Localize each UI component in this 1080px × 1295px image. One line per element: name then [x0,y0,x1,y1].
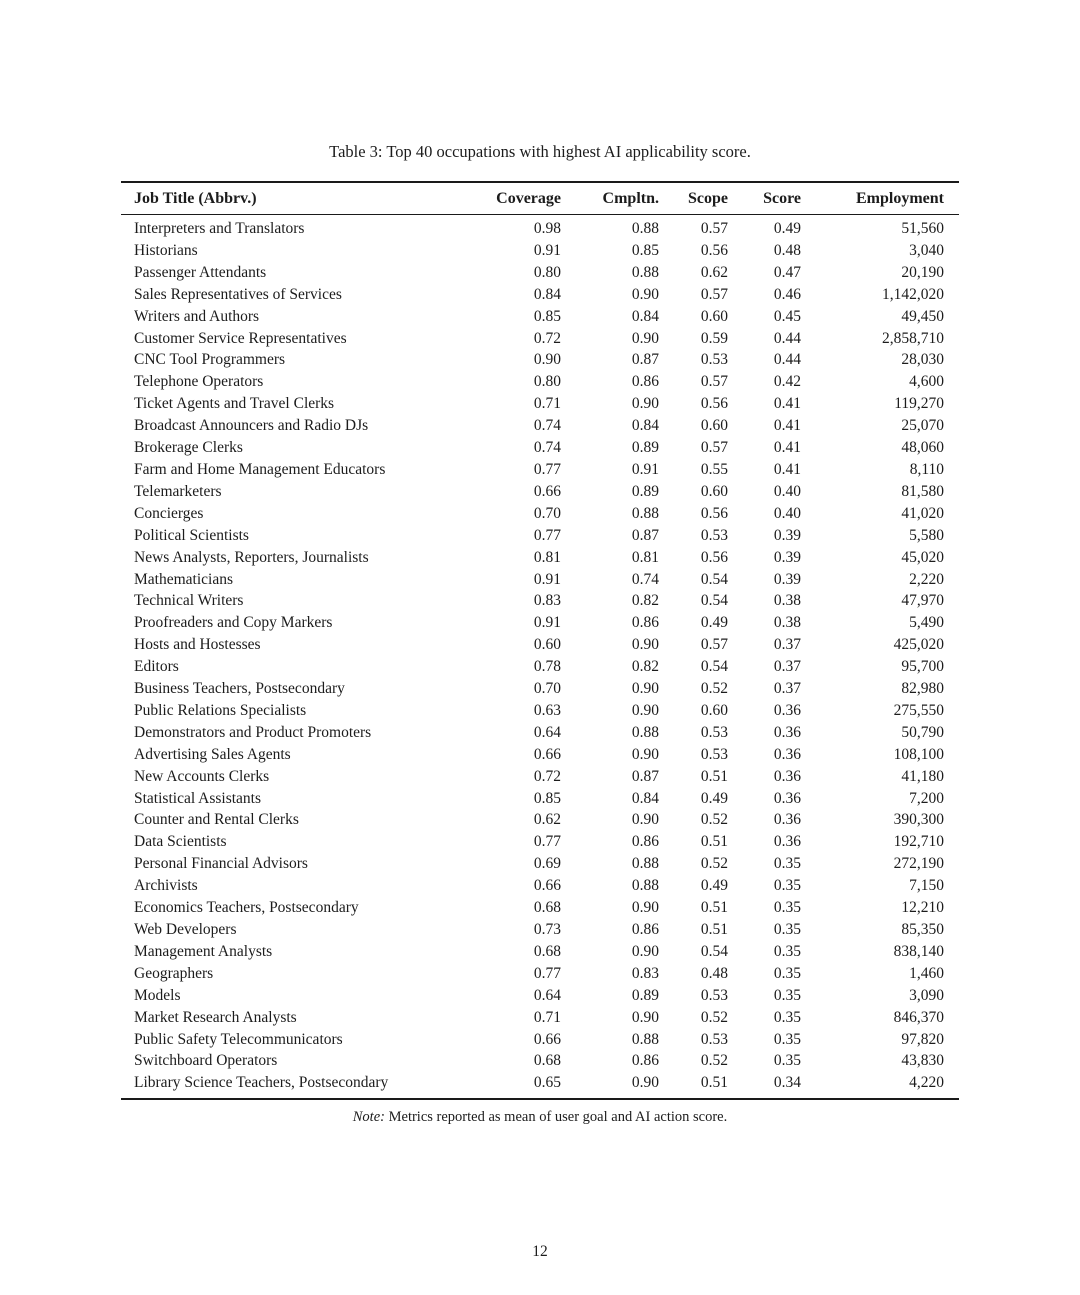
value-cell: 20,190 [901,263,944,281]
table-row [121,503,959,525]
value-cell: 0.57 [700,439,728,457]
value-cell: 0.54 [700,942,728,960]
value-cell: 47,970 [901,592,944,610]
value-cell: 0.36 [773,745,801,763]
value-cell: 0.36 [773,789,801,807]
value-cell: 0.90 [631,636,659,654]
value-cell: 275,550 [893,701,944,719]
value-cell: 0.74 [533,439,561,457]
value-cell: 0.48 [700,964,728,982]
value-cell: 0.45 [773,307,801,325]
page-number: 12 [532,1243,548,1260]
value-cell: 0.38 [773,592,801,610]
value-cell: 0.84 [533,285,561,303]
value-cell: 0.64 [533,986,561,1004]
value-cell: 50,790 [901,723,944,741]
table-row [121,744,959,766]
value-cell: 0.60 [700,482,728,500]
value-cell: 0.35 [773,942,801,960]
value-cell: 0.90 [631,701,659,719]
value-cell: 0.57 [700,285,728,303]
value-cell: 0.90 [533,351,561,369]
job-title-cell: New Accounts Clerks [134,767,270,785]
value-cell: 41,020 [901,504,944,522]
table-row [121,437,959,459]
job-title-cell: Ticket Agents and Travel Clerks [134,395,335,413]
job-title-cell: Writers and Authors [134,307,260,325]
value-cell: 0.84 [631,307,659,325]
value-cell: 0.78 [533,658,561,676]
value-cell: 82,980 [901,680,944,698]
value-cell: 0.88 [631,855,659,873]
value-cell: 0.81 [533,548,561,566]
table-caption: Table 3: Top 40 occupations with highest AI applicability score. [329,142,751,161]
value-cell: 0.90 [631,285,659,303]
value-cell: 0.53 [700,351,728,369]
value-cell: 0.63 [533,701,561,719]
value-cell: 0.70 [533,680,561,698]
value-cell: 0.74 [631,570,659,588]
value-cell: 0.60 [700,701,728,719]
value-cell: 85,350 [901,921,944,938]
value-cell: 838,140 [893,942,944,960]
value-cell: 0.74 [533,417,561,435]
job-title-cell: Technical Writers [134,592,244,610]
job-title-cell: Economics Teachers, Postsecondary [134,899,359,917]
value-cell: 0.86 [631,1052,659,1070]
value-cell: 425,020 [893,636,944,654]
value-cell: 49,450 [901,307,944,325]
value-cell: 81,580 [901,482,944,500]
value-cell: 43,830 [901,1052,944,1070]
job-title-cell: Farm and Home Management Educators [134,460,386,478]
value-cell: 3,090 [909,986,944,1004]
value-cell: 95,700 [901,658,944,676]
value-cell: 0.90 [631,745,659,763]
table-row [121,612,959,634]
table-row [121,722,959,744]
job-title-cell: Archivists [134,877,198,895]
table-header [121,182,959,215]
value-cell: 0.35 [773,1008,801,1026]
value-cell: 0.37 [773,636,801,654]
value-cell: 0.36 [773,723,801,741]
value-cell: 0.91 [533,241,561,259]
value-cell: 0.84 [631,417,659,435]
table-row [121,1072,959,1099]
value-cell: 0.60 [700,417,728,435]
value-cell: 0.56 [700,504,728,522]
table-row [121,284,959,306]
value-cell: 0.36 [773,833,801,851]
value-cell: 1,460 [909,964,944,982]
value-cell: 5,580 [909,526,944,544]
value-cell: 4,220 [909,1074,944,1092]
value-cell: 0.36 [773,701,801,719]
value-cell: 0.53 [700,986,728,1004]
value-cell: 0.51 [700,899,728,917]
value-cell: 0.54 [700,658,728,676]
value-cell: 0.54 [700,592,728,610]
table-row [121,853,959,875]
table-row [121,306,959,328]
value-cell: 0.66 [533,482,561,500]
value-cell: 0.77 [533,460,561,478]
value-cell: 0.90 [631,942,659,960]
value-cell: 0.72 [533,329,561,347]
value-cell: 0.65 [533,1074,561,1092]
value-cell: 0.38 [773,614,801,632]
column-header: Scope [688,190,728,207]
value-cell: 0.56 [700,395,728,413]
value-cell: 0.46 [773,285,801,303]
value-cell: 0.53 [700,723,728,741]
value-cell: 0.86 [631,614,659,632]
table-row [121,788,959,810]
value-cell: 0.86 [631,833,659,851]
job-title-cell: Public Safety Telecommunicators [134,1030,343,1048]
value-cell: 0.88 [631,263,659,281]
value-cell: 7,200 [909,789,944,807]
value-cell: 0.39 [773,526,801,544]
job-title-cell: Brokerage Clerks [134,439,243,457]
value-cell: 0.91 [631,460,659,478]
value-cell: 0.90 [631,1008,659,1026]
value-cell: 0.62 [700,263,728,281]
job-title-cell: Passenger Attendants [134,263,267,281]
value-cell: 0.70 [533,504,561,522]
value-cell: 0.36 [773,767,801,785]
table-row [121,1050,959,1072]
job-title-cell: Web Developers [134,921,237,938]
value-cell: 0.71 [533,395,561,413]
value-cell: 0.73 [533,921,561,938]
value-cell: 41,180 [901,767,944,785]
column-header: Score [763,190,801,207]
value-cell: 0.52 [700,855,728,873]
value-cell: 2,220 [909,570,944,588]
table-row [121,525,959,547]
table-note [121,1109,959,1126]
value-cell: 119,270 [894,395,944,413]
value-cell: 0.66 [533,1030,561,1048]
value-cell: 0.68 [533,899,561,917]
value-cell: 0.35 [773,921,801,938]
value-cell: 0.56 [700,548,728,566]
job-title-cell: Historians [134,241,198,259]
job-title-cell: Telemarketers [134,482,222,500]
value-cell: 0.44 [773,329,801,347]
value-cell: 0.91 [533,570,561,588]
job-title-cell: Concierges [134,504,204,522]
table-row [121,547,959,569]
value-cell: 0.80 [533,373,561,391]
value-cell: 0.35 [773,986,801,1004]
job-title-cell: Statistical Assistants [134,789,262,807]
value-cell: 0.98 [533,220,561,237]
value-cell: 0.91 [533,614,561,632]
value-cell: 0.41 [773,395,801,413]
column-header: Coverage [496,190,561,207]
value-cell: 0.85 [631,241,659,259]
value-cell: 0.37 [773,658,801,676]
job-title-cell: Data Scientists [134,833,227,851]
value-cell: 12,210 [901,899,944,917]
value-cell: 0.83 [533,592,561,610]
job-title-cell: Models [134,986,181,1004]
value-cell: 0.55 [700,460,728,478]
value-cell: 0.89 [631,482,659,500]
value-cell: 846,370 [893,1008,944,1026]
value-cell: 0.85 [533,307,561,325]
value-cell: 0.66 [533,745,561,763]
value-cell: 5,490 [909,614,944,632]
value-cell: 0.80 [533,263,561,281]
column-header: Cmpltn. [602,190,659,207]
value-cell: 0.88 [631,220,659,237]
value-cell: 8,110 [909,460,944,478]
value-cell: 0.41 [773,460,801,478]
value-cell: 0.51 [700,921,728,938]
value-cell: 0.53 [700,1030,728,1048]
table-row [121,371,959,393]
value-cell: 28,030 [901,351,944,369]
value-cell: 0.41 [773,417,801,435]
value-cell: 0.52 [700,811,728,829]
job-title-cell: Sales Representatives of Services [134,285,342,303]
job-title-cell: Telephone Operators [134,373,264,391]
value-cell: 0.88 [631,504,659,522]
value-cell: 0.83 [631,964,659,982]
job-title-cell: Public Relations Specialists [134,701,307,719]
value-cell: 0.88 [631,877,659,895]
value-cell: 272,190 [893,855,944,873]
value-cell: 0.49 [700,789,728,807]
job-title-cell: Market Research Analysts [134,1008,297,1026]
value-cell: 0.51 [700,1074,728,1092]
table-row [121,1029,959,1051]
value-cell: 7,150 [909,877,944,895]
value-cell: 0.71 [533,1008,561,1026]
table-row [121,941,959,963]
value-cell: 0.53 [700,745,728,763]
value-cell: 0.35 [773,855,801,873]
job-title-cell: Mathematicians [134,570,233,588]
value-cell: 0.40 [773,504,801,522]
job-title-cell: Demonstrators and Product Promoters [134,723,372,741]
job-title-cell: Business Teachers, Postsecondary [134,680,345,698]
value-cell: 1,142,020 [882,285,944,303]
value-cell: 0.35 [773,899,801,917]
value-cell: 0.35 [773,1052,801,1070]
value-cell: 0.87 [631,767,659,785]
value-cell: 0.49 [700,877,728,895]
table-row [121,963,959,985]
value-cell: 108,100 [893,745,944,763]
table-row [121,985,959,1007]
value-cell: 0.69 [533,855,561,873]
value-cell: 0.81 [631,548,659,566]
value-cell: 0.90 [631,329,659,347]
value-cell: 0.52 [700,680,728,698]
table-row [121,634,959,656]
value-cell: 2,858,710 [882,329,944,347]
column-header: Job Title (Abbrv.) [134,190,257,207]
table-row [121,897,959,919]
value-cell: 0.90 [631,899,659,917]
value-cell: 0.36 [773,811,801,829]
value-cell: 0.41 [773,439,801,457]
value-cell: 4,600 [909,373,944,391]
value-cell: 97,820 [901,1030,944,1048]
value-cell: 0.57 [700,373,728,391]
occupations-table [121,181,959,1100]
value-cell: 0.90 [631,680,659,698]
value-cell: 0.34 [773,1074,801,1092]
job-title-cell: Personal Financial Advisors [134,855,308,873]
value-cell: 0.90 [631,1074,659,1092]
value-cell: 0.77 [533,833,561,851]
table-row [121,875,959,897]
value-cell: 0.77 [533,964,561,982]
job-title-cell: Customer Service Representatives [134,329,347,347]
value-cell: 0.90 [631,395,659,413]
table-header-row [121,182,959,215]
table-row [121,766,959,788]
job-title-cell: Switchboard Operators [134,1052,278,1070]
value-cell: 0.85 [533,789,561,807]
value-cell: 0.77 [533,526,561,544]
table-row [121,919,959,941]
value-cell: 0.54 [700,570,728,588]
table-row [121,240,959,262]
value-cell: 0.39 [773,570,801,588]
value-cell: 0.62 [533,811,561,829]
value-cell: 0.42 [773,373,801,391]
table-row [121,459,959,481]
value-cell: 0.49 [700,614,728,632]
value-cell: 0.87 [631,526,659,544]
job-title-cell: Hosts and Hostesses [134,636,261,654]
value-cell: 0.59 [700,329,728,347]
value-cell: 0.89 [631,439,659,457]
value-cell: 0.57 [700,636,728,654]
value-cell: 0.68 [533,942,561,960]
table-row [121,569,959,591]
value-cell: 0.51 [700,767,728,785]
value-cell: 0.90 [631,811,659,829]
value-cell: 0.39 [773,548,801,566]
value-cell: 0.82 [631,658,659,676]
value-cell: 0.60 [700,307,728,325]
value-cell: 0.60 [533,636,561,654]
value-cell: 0.86 [631,373,659,391]
table-row [121,481,959,503]
table-row [121,415,959,437]
value-cell: 0.84 [631,789,659,807]
value-cell: 0.89 [631,986,659,1004]
value-cell: 0.88 [631,723,659,741]
note-label: Note: [352,1109,385,1126]
value-cell: 0.66 [533,877,561,895]
table-row [121,215,959,240]
value-cell: 3,040 [909,241,944,259]
table-row [121,700,959,722]
value-cell: 0.68 [533,1052,561,1070]
table-row [121,831,959,853]
table-row [121,809,959,831]
value-cell: 0.35 [773,964,801,982]
value-cell: 0.88 [631,1030,659,1048]
value-cell: 0.48 [773,241,801,259]
value-cell: 0.52 [700,1052,728,1070]
value-cell: 0.49 [773,220,801,237]
value-cell: 0.51 [700,833,728,851]
value-cell: 192,710 [893,833,944,851]
column-header: Employment [856,190,944,207]
job-title-cell: Political Scientists [134,526,249,544]
table-row [121,328,959,350]
value-cell: 0.53 [700,526,728,544]
job-title-cell: CNC Tool Programmers [134,351,286,369]
job-title-cell: Interpreters and Translators [134,220,305,237]
value-cell: 51,560 [901,220,944,237]
value-cell: 0.44 [773,351,801,369]
value-cell: 0.40 [773,482,801,500]
job-title-cell: Library Science Teachers, Postsecondary [134,1074,389,1092]
value-cell: 0.56 [700,241,728,259]
table-row [121,349,959,371]
note-text: Metrics reported as mean of user goal and AI action score. [384,1109,728,1126]
value-cell: 390,300 [893,811,944,829]
value-cell: 0.64 [533,723,561,741]
value-cell: 0.47 [773,263,801,281]
table-row [121,656,959,678]
table-row [121,678,959,700]
table-body [121,215,959,1100]
value-cell: 0.57 [700,220,728,237]
value-cell: 45,020 [901,548,944,566]
value-cell: 0.86 [631,921,659,938]
value-cell: 0.35 [773,877,801,895]
value-cell: 0.82 [631,592,659,610]
table-row [121,393,959,415]
value-cell: 0.37 [773,680,801,698]
job-title-cell: Proofreaders and Copy Markers [134,614,333,632]
job-title-cell: Geographers [134,964,214,982]
job-title-cell: News Analysts, Reporters, Journalists [134,548,369,566]
job-title-cell: Advertising Sales Agents [134,745,291,763]
value-cell: 48,060 [901,439,944,457]
value-cell: 0.87 [631,351,659,369]
table-row [121,262,959,284]
job-title-cell: Editors [134,658,179,676]
job-title-cell: Management Analysts [134,942,273,960]
job-title-cell: Broadcast Announcers and Radio DJs [134,417,369,435]
table-row [121,1007,959,1029]
value-cell: 25,070 [901,417,944,435]
table-row [121,590,959,612]
value-cell: 0.35 [773,1030,801,1048]
value-cell: 0.72 [533,767,561,785]
value-cell: 0.52 [700,1008,728,1026]
job-title-cell: Counter and Rental Clerks [134,811,299,829]
